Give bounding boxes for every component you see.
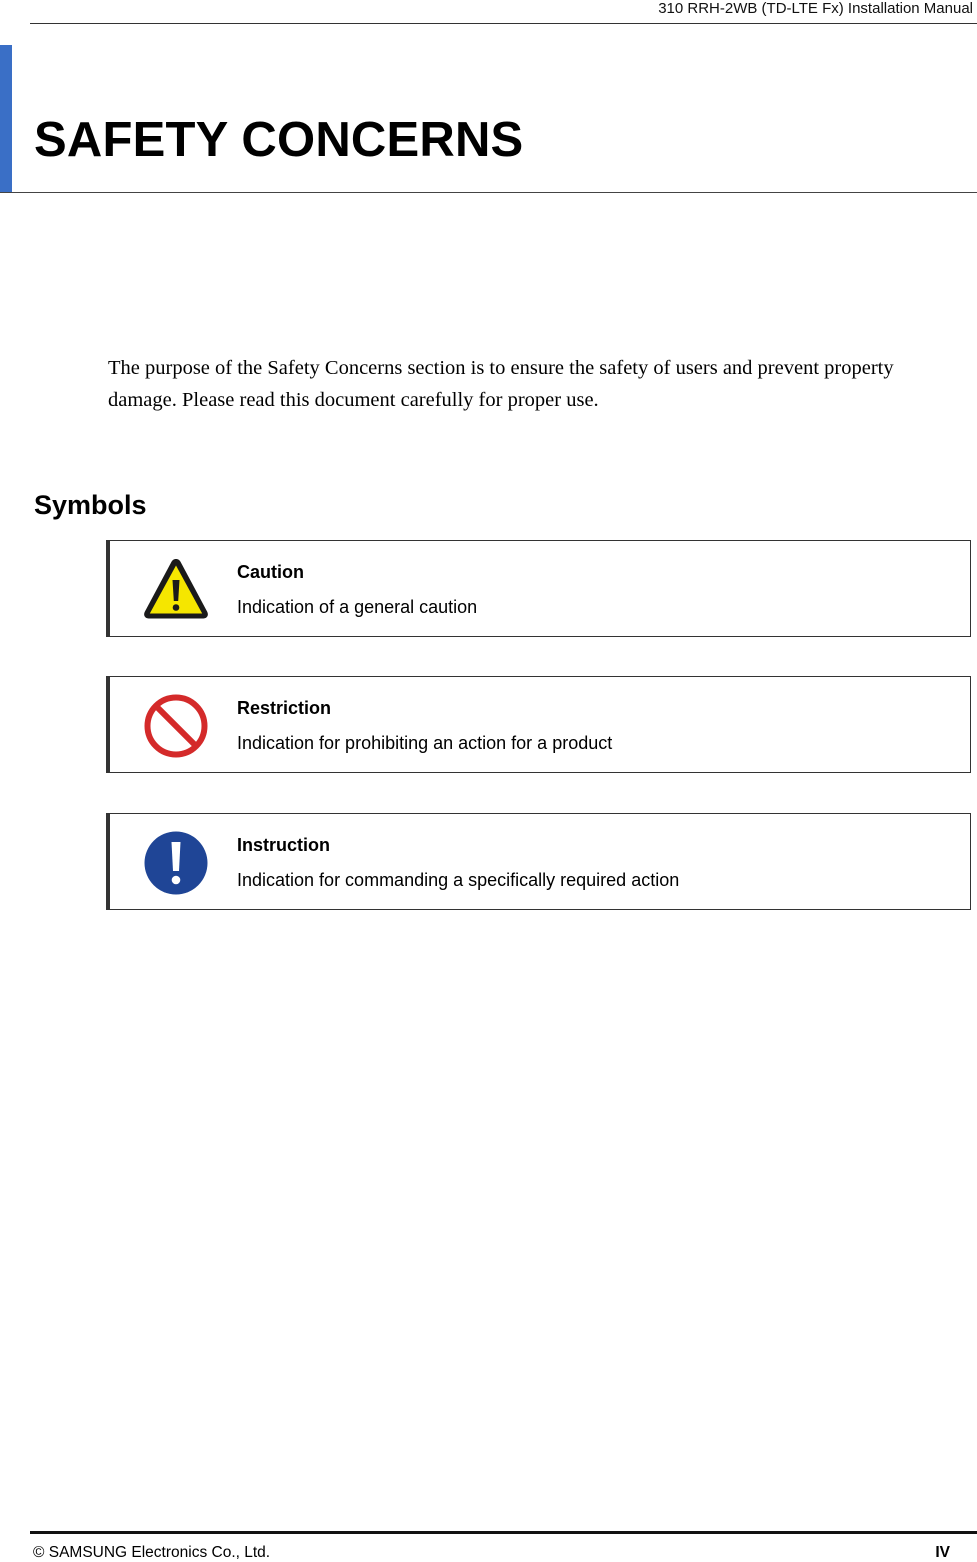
instruction-title: Instruction (237, 835, 330, 855)
symbols-heading: Symbols (34, 490, 147, 520)
caution-description: Indication of a general caution (237, 597, 478, 617)
page-title: SAFETY CONCERNS (34, 113, 524, 167)
restriction-description: Indication for prohibiting an action for a product (237, 733, 613, 753)
footer-copyright: © SAMSUNG Electronics Co., Ltd. (33, 1544, 271, 1561)
title-accent-bar (0, 45, 12, 192)
restriction-prohibited-icon (142, 692, 210, 760)
footer-divider (30, 1531, 977, 1534)
restriction-title: Restriction (237, 698, 332, 718)
title-divider (0, 192, 977, 193)
header-divider (30, 23, 977, 24)
instruction-description: Indication for commanding a specifically required action (237, 870, 680, 890)
running-header: 310 RRH-2WB (TD-LTE Fx) Installation Manual (658, 0, 973, 17)
page-number: IV (935, 1544, 950, 1561)
intro-paragraph: The purpose of the Safety Concerns section is to ensure the safety of users and prevent property damage. Please read this document carefully for proper use. (108, 357, 894, 411)
caution-triangle-icon (142, 556, 210, 624)
symbol-row-restriction (106, 676, 971, 773)
symbol-row-caution (106, 540, 971, 637)
symbol-row-instruction (106, 813, 971, 910)
caution-title: Caution (237, 562, 304, 582)
instruction-exclamation-icon (142, 829, 210, 897)
